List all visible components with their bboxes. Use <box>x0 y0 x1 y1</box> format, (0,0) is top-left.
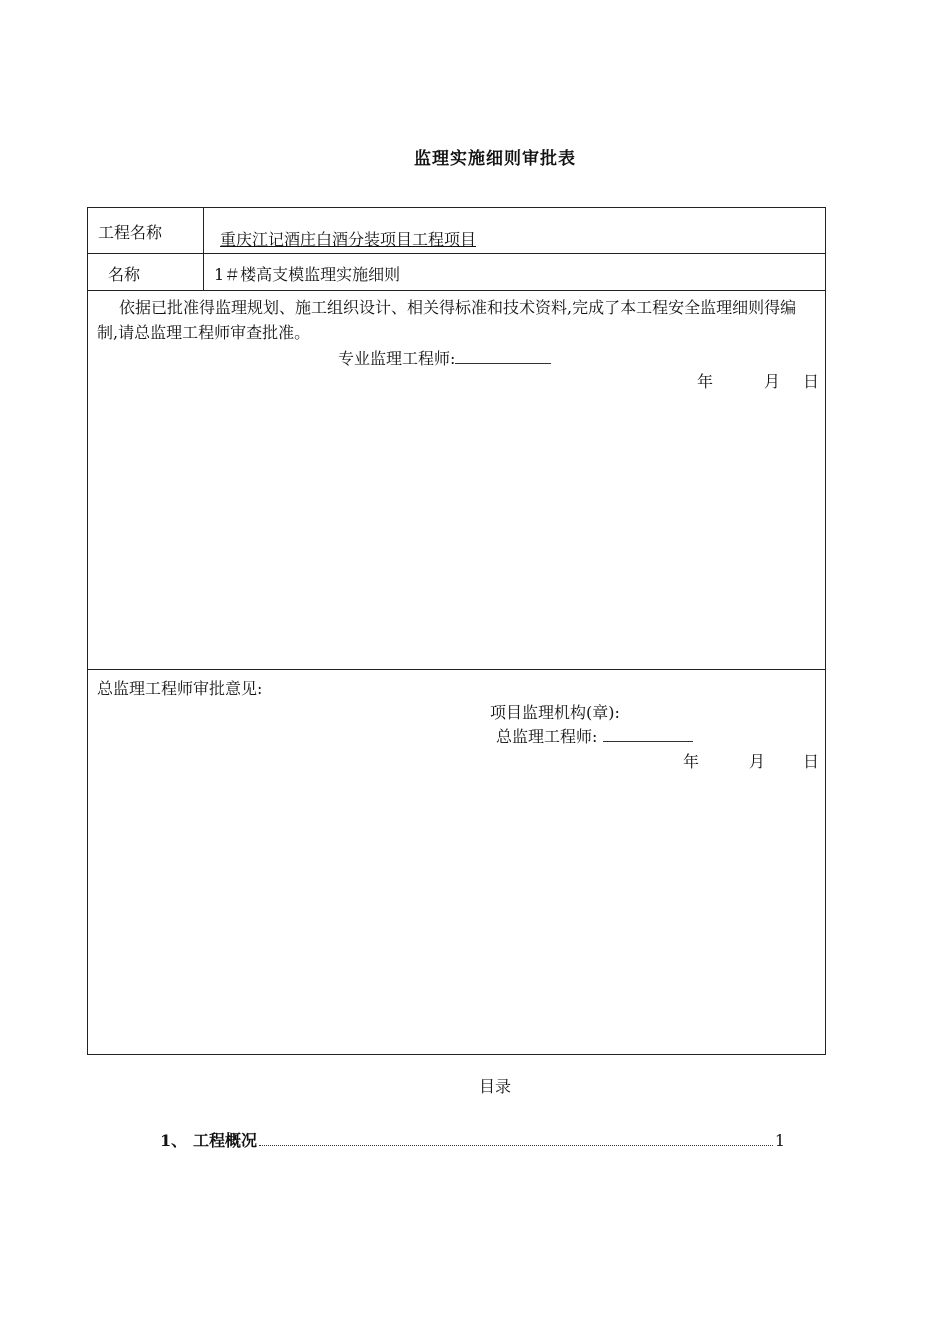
project-name-label: 工程名称 <box>98 223 163 242</box>
chief-approval-section <box>88 670 825 1054</box>
project-name-row <box>88 208 825 254</box>
specialist-engineer-label: 专业监理工程师: <box>338 349 456 368</box>
toc-item-text: 工程概况 <box>193 1131 258 1150</box>
approval-form <box>87 207 826 1055</box>
specialist-signature-line <box>338 346 551 369</box>
section1-year: 年 <box>697 372 714 391</box>
supervision-org-label: 项目监理机构(章): <box>490 703 620 722</box>
toc-item[interactable] <box>160 1128 785 1151</box>
submission-paragraph <box>97 295 817 345</box>
chief-signature-line <box>496 724 693 747</box>
document-name-label: 名称 <box>108 265 141 284</box>
document-name-label-cell <box>88 254 204 290</box>
toc-title: 目录 <box>478 1077 511 1096</box>
section1-day: 日 <box>803 372 820 391</box>
page-title: 监理实施细则审批表 <box>414 149 576 169</box>
submission-text: 依据已批准得监理规划、施工组织设计、相关得标准和技术资料,完成了本工程安全监理细则得编制,请总监理工程师审查批准。 <box>97 298 797 342</box>
submission-section <box>88 291 825 670</box>
specialist-signature-blank <box>455 349 551 364</box>
section2-year: 年 <box>683 752 700 771</box>
toc-dot-leader <box>259 1144 773 1146</box>
document-name-value: 1＃楼高支模监理实施细则 <box>214 265 401 284</box>
section2-day: 日 <box>803 752 820 771</box>
section1-month: 月 <box>764 372 781 391</box>
chief-engineer-label: 总监理工程师: <box>496 727 598 746</box>
chief-signature-blank <box>603 727 693 742</box>
document-name-row <box>88 254 825 291</box>
project-name-label-cell <box>88 208 204 253</box>
project-name-value: 重庆江记酒庄白酒分装项目工程项目 <box>220 230 477 249</box>
toc-item-page: 1 <box>774 1131 785 1150</box>
chief-approval-heading: 总监理工程师审批意见: <box>97 679 263 698</box>
section2-month: 月 <box>749 752 766 771</box>
toc-item-number: 1、 <box>160 1131 188 1150</box>
